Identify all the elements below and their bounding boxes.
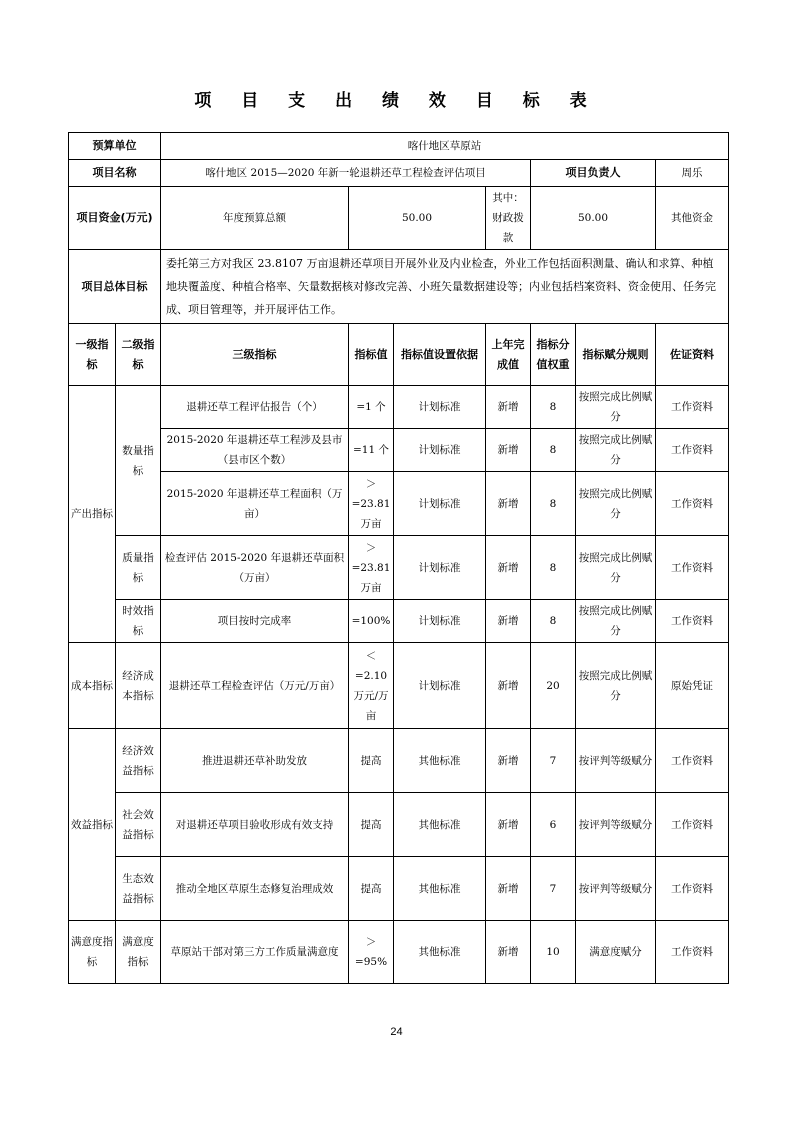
subgroup-social-benefit: 社会效益指标 — [116, 793, 161, 857]
indicator-name: 推动全地区草原生态修复治理成效 — [161, 857, 349, 921]
project-funds-label: 项目资金(万元) — [69, 187, 161, 250]
indicator-basis: 其他标准 — [394, 729, 486, 793]
indicator-rule: 按评判等级赋分 — [576, 857, 656, 921]
indicator-evidence: 工作资料 — [656, 921, 729, 984]
indicator-weight: 10 — [531, 921, 576, 984]
overall-goal-text: 委托第三方对我区 23.8107 万亩退耕还草项目开展外业及内业检查，外业工作包括面积测量、确认和求算、种植地块覆盖度、种植合格率、矢量数据核对修改完善、小班矢量数据建设等；内业包括档案资料、资金使用、任务完成、项目管理等，并开展评估工作。 — [161, 250, 729, 324]
indicator-evidence: 工作资料 — [656, 386, 729, 429]
indicator-name: 检查评估 2015-2020 年退耕还草面积（万亩） — [161, 536, 349, 600]
project-name-value: 喀什地区 2015—2020 年新一轮退耕还草工程检查评估项目 — [161, 160, 531, 187]
indicator-evidence: 工作资料 — [656, 857, 729, 921]
indicator-last-year: 新增 — [486, 536, 531, 600]
subgroup-economic-cost: 经济成本指标 — [116, 643, 161, 729]
indicator-last-year: 新增 — [486, 429, 531, 472]
indicator-name: 草原站干部对第三方工作质量满意度 — [161, 921, 349, 984]
group-cost: 成本指标 — [69, 643, 116, 729]
page-number: 24 — [390, 1026, 403, 1038]
budget-unit-value: 喀什地区草原站 — [161, 133, 729, 160]
indicator-weight: 7 — [531, 729, 576, 793]
fiscal-funds-label: 其中：财政拨款 — [486, 187, 531, 250]
page-title: 项 目 支 出 绩 效 目 标 表 — [194, 91, 599, 111]
indicator-weight: 8 — [531, 386, 576, 429]
other-funds-label: 其他资金 — [656, 187, 729, 250]
indicator-evidence: 工作资料 — [656, 600, 729, 643]
annual-budget-label: 年度预算总额 — [161, 187, 349, 250]
header-level2: 二级指标 — [116, 324, 161, 386]
indicator-evidence: 工作资料 — [656, 536, 729, 600]
indicator-name: 退耕还草工程检查评估（万元/万亩） — [161, 643, 349, 729]
header-evidence: 佐证资料 — [656, 324, 729, 386]
header-last-year: 上年完成值 — [486, 324, 531, 386]
indicator-value: ＞=95% — [349, 921, 394, 984]
indicator-rule: 按照完成比例赋分 — [576, 386, 656, 429]
indicator-rule: 按照完成比例赋分 — [576, 472, 656, 536]
indicator-value: =1 个 — [349, 386, 394, 429]
indicator-basis: 其他标准 — [394, 857, 486, 921]
indicator-rule: 按照完成比例赋分 — [576, 429, 656, 472]
header-weight: 指标分值权重 — [531, 324, 576, 386]
indicator-name: 项目按时完成率 — [161, 600, 349, 643]
subgroup-economic-benefit: 经济效益指标 — [116, 729, 161, 793]
indicator-rule: 按评判等级赋分 — [576, 793, 656, 857]
group-output: 产出指标 — [69, 386, 116, 643]
fiscal-funds-value: 50.00 — [531, 187, 656, 250]
indicator-basis: 其他标准 — [394, 793, 486, 857]
indicator-last-year: 新增 — [486, 386, 531, 429]
indicator-rule: 按照完成比例赋分 — [576, 536, 656, 600]
indicator-basis: 计划标准 — [394, 386, 486, 429]
indicator-rule: 按照完成比例赋分 — [576, 600, 656, 643]
project-leader-label: 项目负责人 — [531, 160, 656, 187]
indicator-evidence: 原始凭证 — [656, 643, 729, 729]
indicator-weight: 8 — [531, 429, 576, 472]
indicator-value: 提高 — [349, 857, 394, 921]
indicator-name: 2015-2020 年退耕还草工程涉及县市（县市区个数） — [161, 429, 349, 472]
performance-table — [68, 132, 729, 984]
indicator-basis: 计划标准 — [394, 429, 486, 472]
project-name-label: 项目名称 — [69, 160, 161, 187]
header-rule: 指标赋分规则 — [576, 324, 656, 386]
indicator-evidence: 工作资料 — [656, 429, 729, 472]
indicator-value: 提高 — [349, 793, 394, 857]
indicator-last-year: 新增 — [486, 643, 531, 729]
indicator-weight: 8 — [531, 472, 576, 536]
overall-goal-label: 项目总体目标 — [69, 250, 161, 324]
indicator-evidence: 工作资料 — [656, 793, 729, 857]
header-level1: 一级指标 — [69, 324, 116, 386]
indicator-last-year: 新增 — [486, 600, 531, 643]
header-value: 指标值 — [349, 324, 394, 386]
indicator-weight: 6 — [531, 793, 576, 857]
indicator-value: =100% — [349, 600, 394, 643]
group-benefit: 效益指标 — [69, 729, 116, 921]
subgroup-quantity: 数量指标 — [116, 386, 161, 536]
indicator-basis: 计划标准 — [394, 600, 486, 643]
indicator-last-year: 新增 — [486, 729, 531, 793]
subgroup-eco-benefit: 生态效益指标 — [116, 857, 161, 921]
subgroup-satisfaction: 满意度指标 — [116, 921, 161, 984]
subgroup-timeliness: 时效指标 — [116, 600, 161, 643]
indicator-last-year: 新增 — [486, 921, 531, 984]
indicator-weight: 8 — [531, 536, 576, 600]
budget-unit-label: 预算单位 — [69, 133, 161, 160]
indicator-last-year: 新增 — [486, 857, 531, 921]
indicator-name: 2015-2020 年退耕还草工程面积（万亩） — [161, 472, 349, 536]
indicator-name: 推进退耕还草补助发放 — [161, 729, 349, 793]
project-leader-value: 周乐 — [656, 160, 729, 187]
indicator-name: 对退耕还草项目验收形成有效支持 — [161, 793, 349, 857]
indicator-name: 退耕还草工程评估报告（个） — [161, 386, 349, 429]
indicator-value: ＞=23.81 万亩 — [349, 472, 394, 536]
indicator-evidence: 工作资料 — [656, 729, 729, 793]
indicator-last-year: 新增 — [486, 793, 531, 857]
indicator-rule: 满意度赋分 — [576, 921, 656, 984]
indicator-evidence: 工作资料 — [656, 472, 729, 536]
indicator-value: ＜=2.10 万元/万亩 — [349, 643, 394, 729]
annual-budget-value: 50.00 — [349, 187, 486, 250]
subgroup-quality: 质量指标 — [116, 536, 161, 600]
indicator-value: =11 个 — [349, 429, 394, 472]
indicator-value: 提高 — [349, 729, 394, 793]
indicator-weight: 8 — [531, 600, 576, 643]
indicator-basis: 计划标准 — [394, 536, 486, 600]
group-satisfaction: 满意度指标 — [69, 921, 116, 984]
indicator-value: ＞=23.81 万亩 — [349, 536, 394, 600]
header-basis: 指标值设置依据 — [394, 324, 486, 386]
indicator-weight: 7 — [531, 857, 576, 921]
indicator-rule: 按评判等级赋分 — [576, 729, 656, 793]
indicator-last-year: 新增 — [486, 472, 531, 536]
indicator-rule: 按照完成比例赋分 — [576, 643, 656, 729]
indicator-weight: 20 — [531, 643, 576, 729]
header-level3: 三级指标 — [161, 324, 349, 386]
indicator-basis: 其他标准 — [394, 921, 486, 984]
indicator-basis: 计划标准 — [394, 472, 486, 536]
indicator-basis: 计划标准 — [394, 643, 486, 729]
